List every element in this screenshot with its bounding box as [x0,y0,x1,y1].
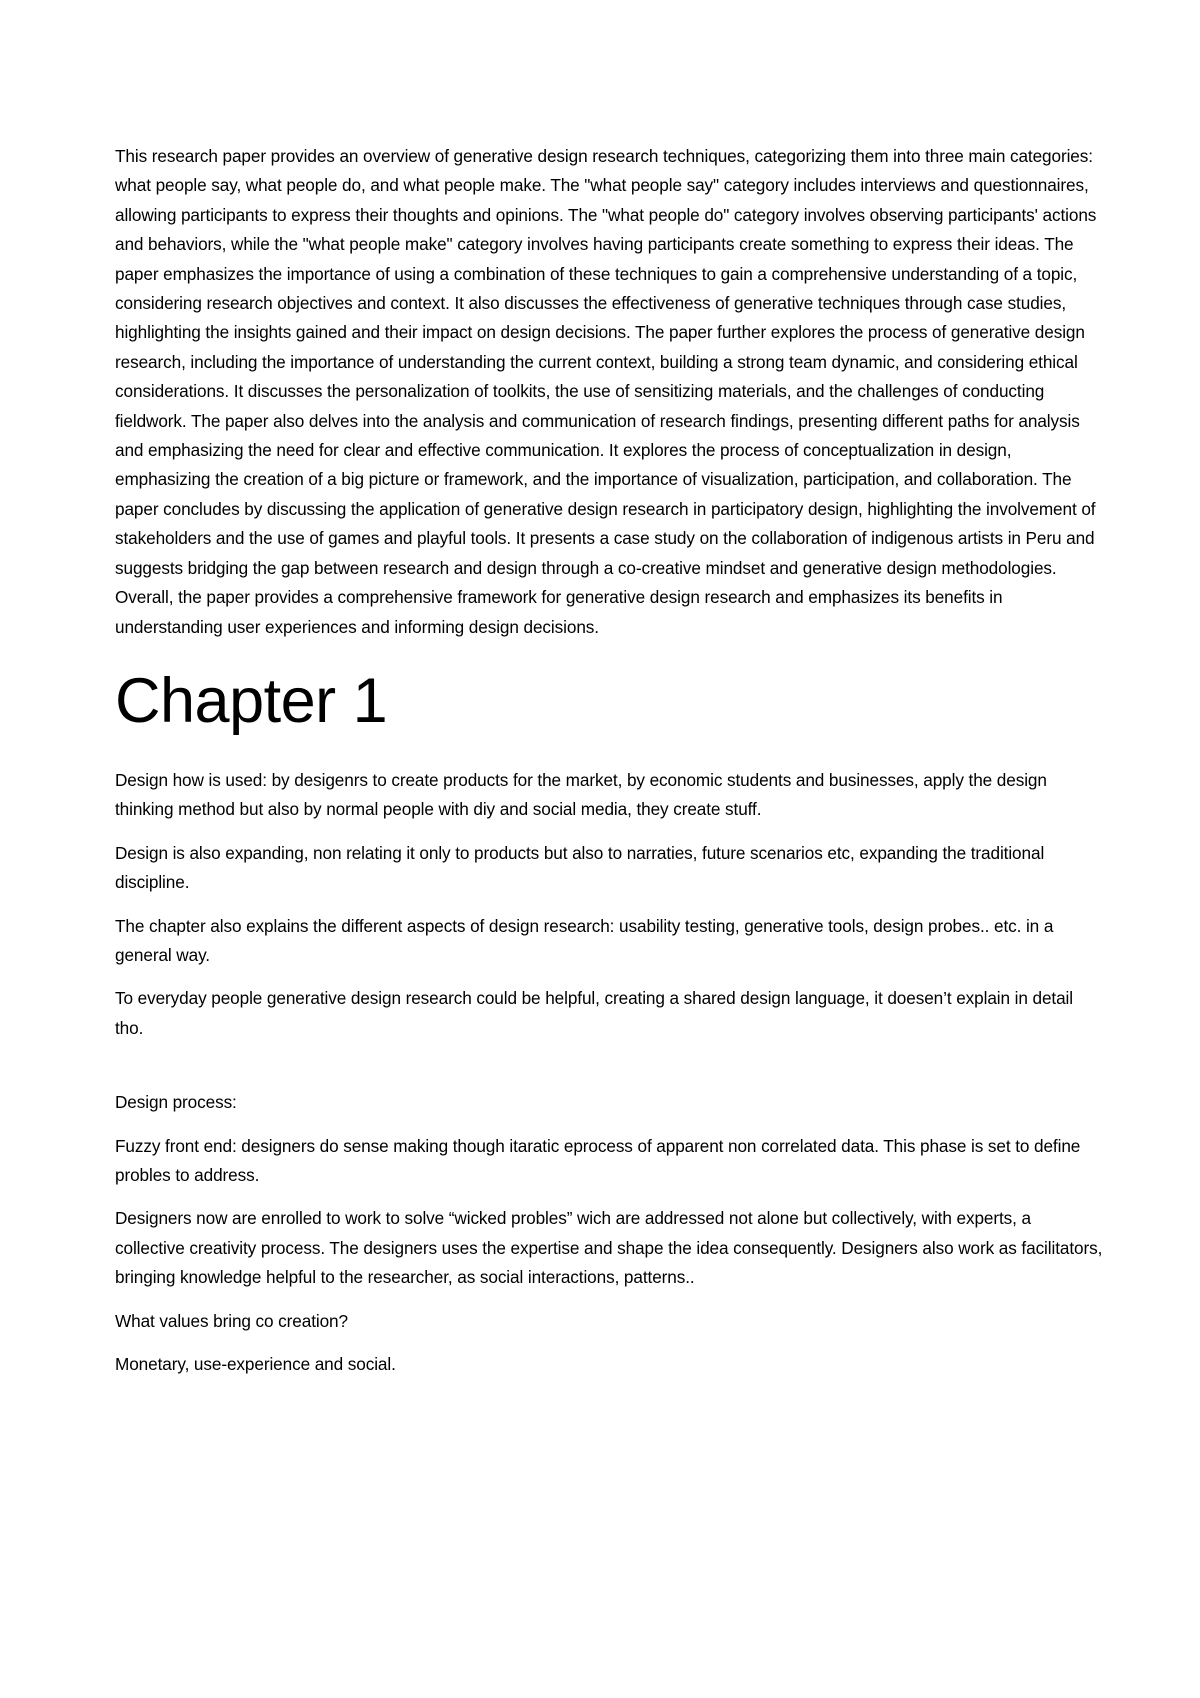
document-body [115,142,1105,1379]
section-heading-design-process: Design process: [115,1092,237,1113]
intro-paragraph: This research paper provides an overview of generative design research techniques, categorizing them into three main categories: what people say, what people do, and what people make. The "what people say" category includes interviews and questionnaires, allowing participants to express their thoughts and opinions. The "what people do" category involves observing participants' actions and behaviors, while the "what people make" category involves having participants create something to express their ideas. The paper emphasizes the importance of using a combination of these techniques to gain a comprehensive understanding of a topic, considering research objectives and context. It also discusses the effectiveness of generative techniques through case studies, highlighting the insights gained and their impact on design decisions. The paper further explores the process of generative design research, including the importance of understanding the current context, building a strong team dynamic, and considering ethical considerations. It discusses the personalization of toolkits, the use of sensitizing materials, and the challenges of conducting fieldwork. The paper also delves into the analysis and communication of research findings, presenting different paths for analysis and emphasizing the need for clear and effective communication. It explores the process of conceptualization in design, emphasizing the creation of a big picture or framework, and the importance of visualization, participation, and collaboration. The paper concludes by discussing the application of generative design research in participatory design, highlighting the involvement of stakeholders and the use of games and playful tools. It presents a case study on the collaboration of indigenous artists in Peru and suggests bridging the gap between research and design through a co-creative mindset and generative design methodologies. Overall, the paper provides a comprehensive framework for generative design research and emphasizes its benefits in understanding user experiences and informing design decisions. [115,146,1097,637]
chapter-paragraph: Design is also expanding, non relating it only to products but also to narraties, future scenarios etc, expanding the traditional discipline. [115,842,1045,893]
chapter-paragraph: Design how is used: by desigenrs to create products for the market, by economic students and businesses, apply the design thinking method but also by normal people with diy and social media, they create stuff. [115,769,1047,820]
chapter-paragraph: To everyday people generative design research could be helpful, creating a shared design language, it doesen’t explain in detail tho. [115,988,1073,1038]
design-process-paragraph: Fuzzy front end: designers do sense making though itaratic eprocess of apparent non correlated data. This phase is set to define probles to address. [115,1135,1081,1185]
design-process-question: What values bring co creation? [115,1310,348,1331]
design-process-paragraph: Designers now are enrolled to work to solve “wicked probles” wich are addressed not alone but collectively, with experts, a collective creativity process. The designers uses the expertise and shape the idea consequently. Designers also work as facilitators, bringing knowledge helpful to the researcher, as social interactions, patterns.. [115,1208,1103,1288]
chapter-paragraph: The chapter also explains the different aspects of design research: usability testing, generative tools, design probes.. etc. in a general way. [115,915,1054,965]
design-process-answer: Monetary, use-experience and social. [115,1354,396,1374]
chapter-title: Chapter 1 [115,665,388,736]
